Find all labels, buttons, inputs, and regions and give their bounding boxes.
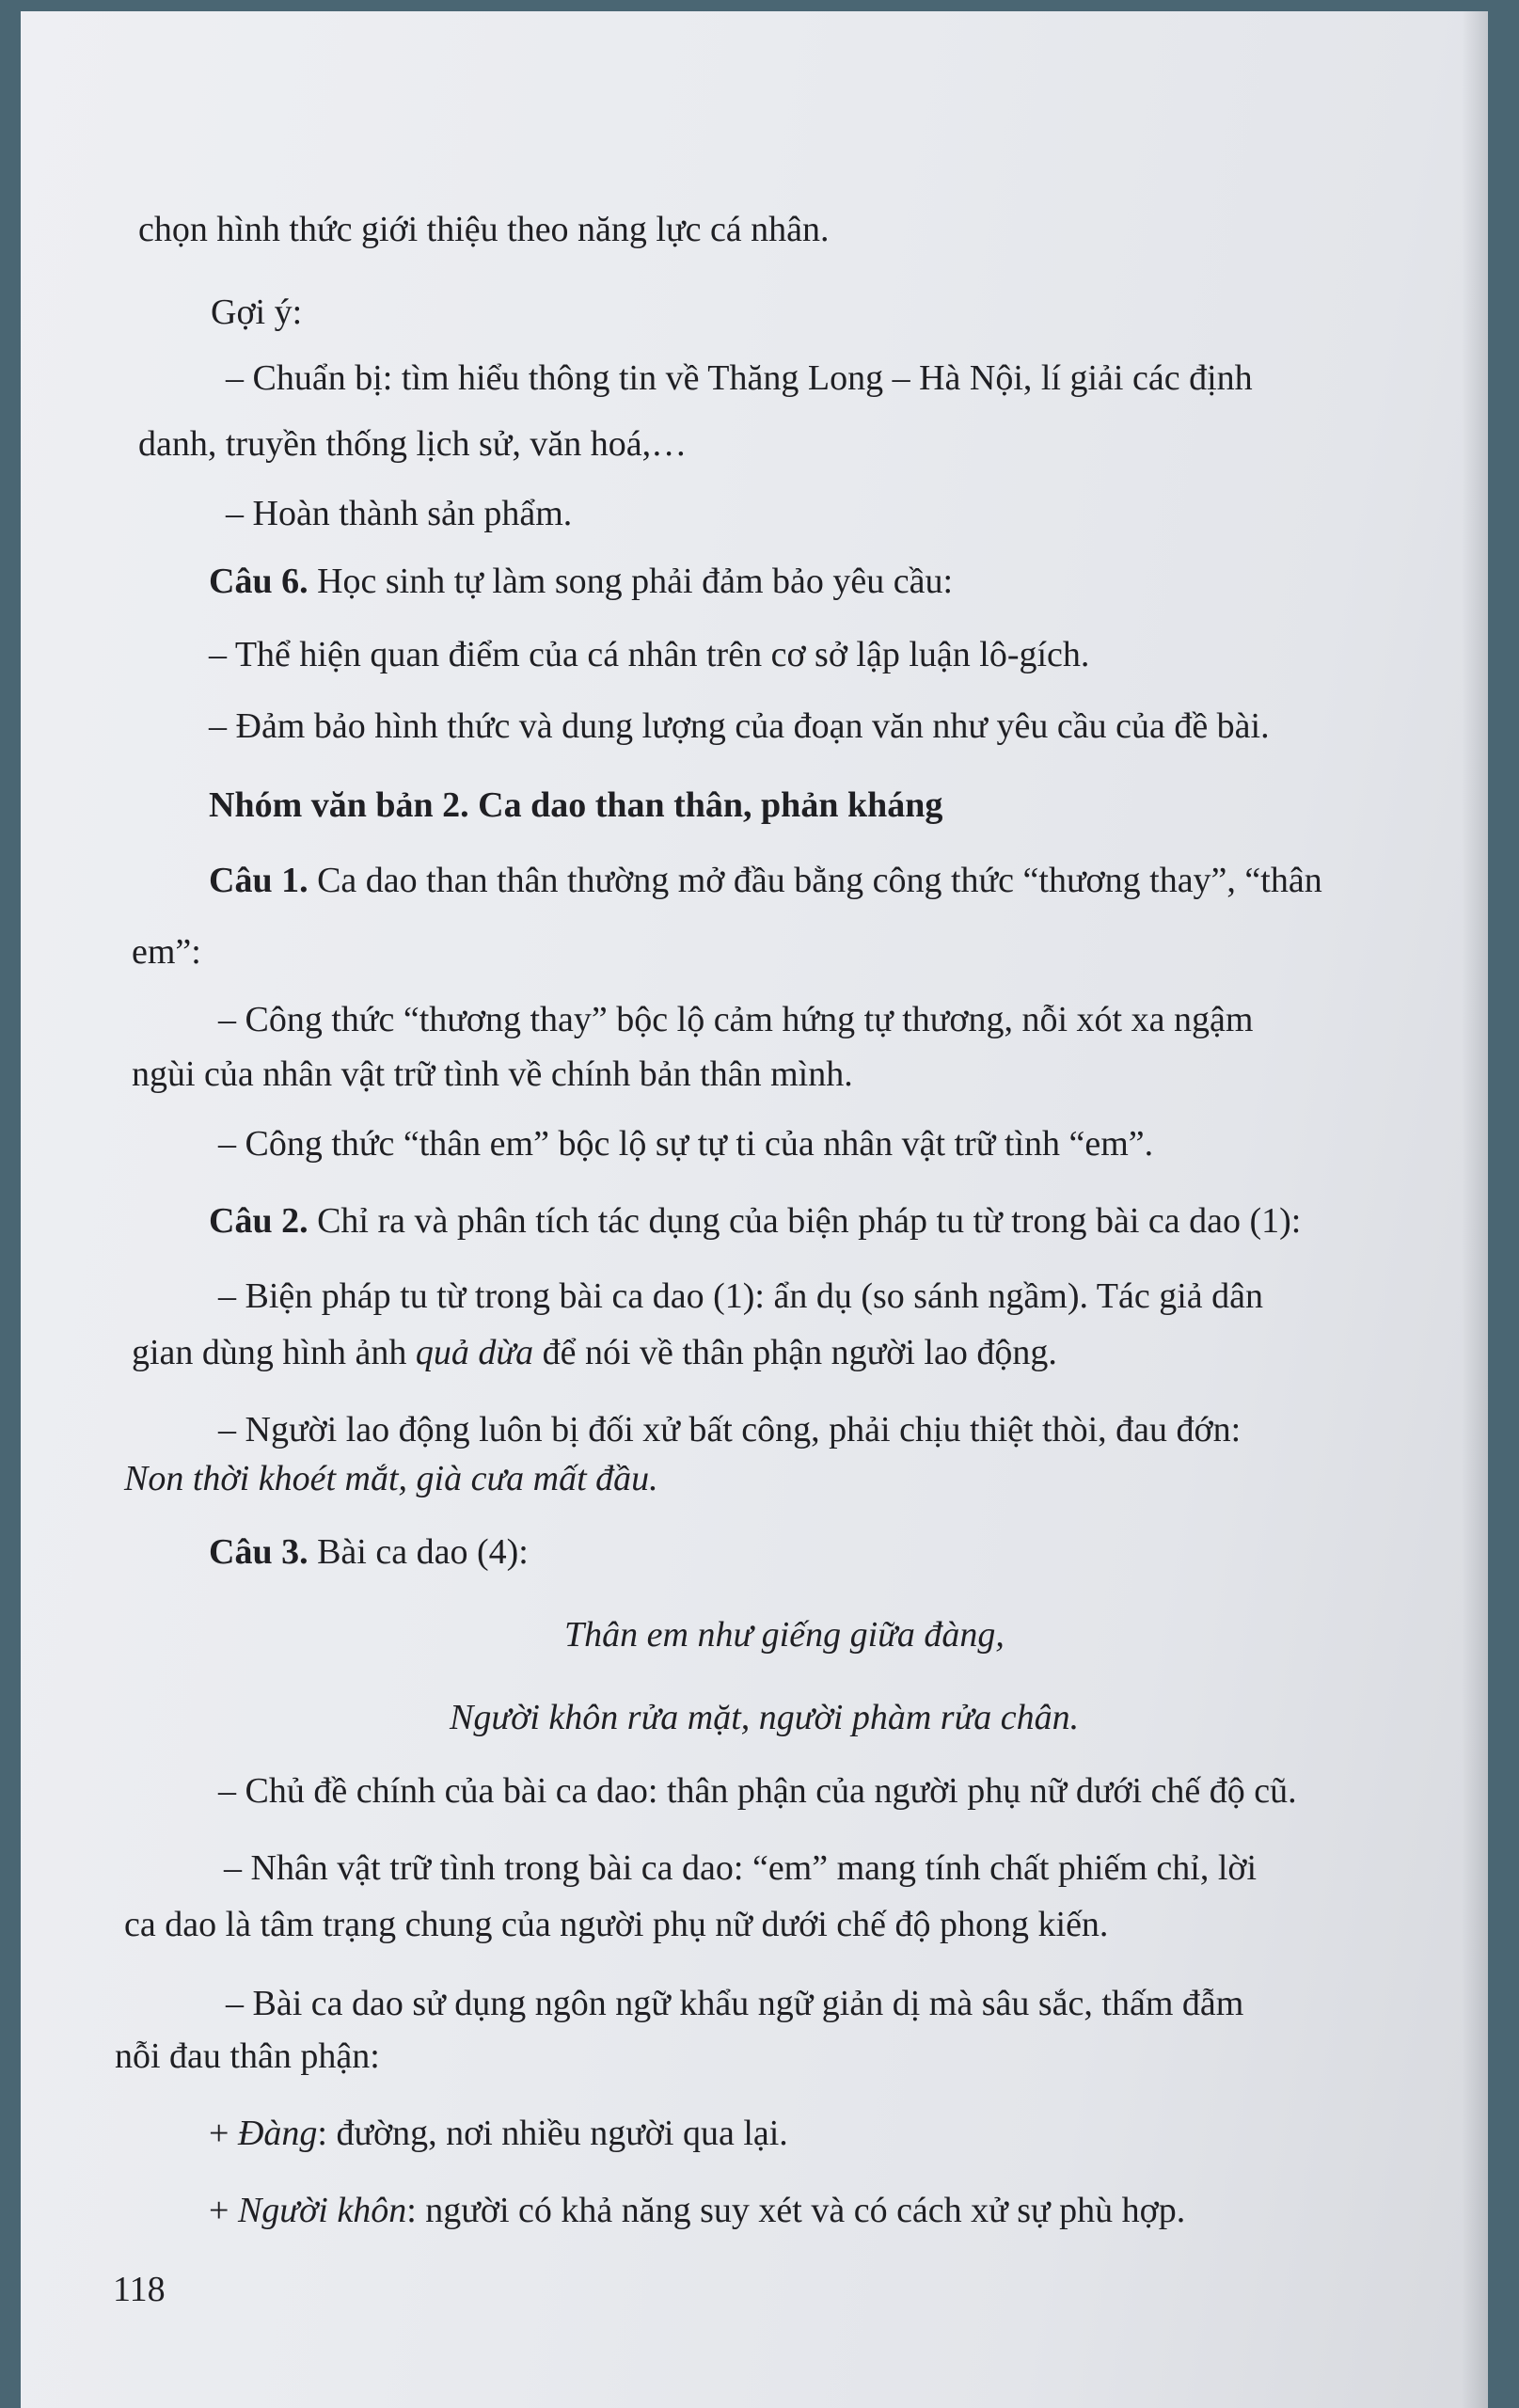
folk-verse-line: Người khôn rửa mặt, người phàm rửa chân. [450,1698,1080,1737]
question-line [209,858,1322,903]
text-line: chọn hình thức giới thiệu theo năng lực cá nhân. [138,210,830,249]
folk-verse-line: Non thời khoét mắt, già cưa mất đầu. [124,1459,658,1498]
text-span: : người có khả năng suy xét và có cách xử sự phù hợp. [406,2191,1186,2230]
text-span: + [209,2114,238,2153]
text-line [209,2111,788,2156]
text-line: – Đảm bảo hình thức và dung lượng của đoạn văn như yêu cầu của đề bài. [209,706,1270,746]
text-line: – Biện pháp tu từ trong bài ca dao (1): ẩn dụ (so sánh ngầm). Tác giả dân [218,1276,1264,1316]
italic-term: Người khôn [237,2191,407,2230]
question-label: Câu 2. [209,1201,309,1241]
question-text: Học sinh tự làm song phải đảm bảo yêu cầu: [308,562,954,601]
page-edge-shadow [1462,11,1488,2408]
question-label: Câu 3. [209,1532,309,1572]
question-line [209,1529,529,1575]
question-line [209,559,953,604]
italic-term: Đàng [237,2114,318,2153]
folk-verse-line: Thân em như giếng giữa đàng, [564,1615,1005,1655]
question-text: Bài ca dao (4): [308,1532,529,1572]
text-span: + [209,2191,238,2230]
text-line: – Thể hiện quan điểm của cá nhân trên cơ sở lập luận lô-gích. [209,635,1090,674]
text-span: để nói về thân phận người lao động. [533,1333,1057,1372]
book-page [21,11,1488,2408]
text-line: nỗi đau thân phận: [115,2036,380,2076]
text-line: danh, truyền thống lịch sử, văn hoá,… [138,424,688,464]
text-line: – Chuẩn bị: tìm hiểu thông tin về Thăng Long – Hà Nội, lí giải các định [226,358,1253,398]
text-line: – Người lao động luôn bị đối xử bất công, phải chịu thiệt thòi, đau đớn: [218,1410,1242,1450]
question-line [209,1198,1301,1244]
question-text: Ca dao than thân thường mở đầu bằng công thức “thương thay”, “thân [308,861,1322,900]
text-span: gian dùng hình ảnh [132,1333,416,1372]
text-line [209,2188,1185,2233]
text-line: – Công thức “thương thay” bộc lộ cảm hứng tự thương, nỗi xót xa ngậm [218,1000,1254,1039]
text-line [132,1330,1057,1375]
text-line: – Bài ca dao sử dụng ngôn ngữ khẩu ngữ giản dị mà sâu sắc, thấm đẫm [226,1984,1244,2023]
question-label: Câu 1. [209,861,309,900]
text-line: ca dao là tâm trạng chung của người phụ nữ dưới chế độ phong kiến. [124,1905,1109,1944]
italic-term: quả dừa [415,1333,534,1372]
page-number: 118 [113,2270,166,2309]
text-line: Gợi ý: [211,293,303,332]
text-line: – Nhân vật trữ tình trong bài ca dao: “em” mang tính chất phiếm chỉ, lời [224,1848,1258,1888]
text-line: ngùi của nhân vật trữ tình về chính bản thân mình. [132,1054,853,1094]
section-heading: Nhóm văn bản 2. Ca dao than thân, phản kháng [209,785,943,825]
text-line: – Công thức “thân em” bộc lộ sự tự ti của nhân vật trữ tình “em”. [218,1124,1154,1164]
text-line: em”: [132,932,201,972]
question-text: Chỉ ra và phân tích tác dụng của biện pháp tu từ trong bài ca dao (1): [308,1201,1302,1241]
text-span: : đường, nơi nhiều người qua lại. [317,2114,788,2153]
text-line: – Chủ đề chính của bài ca dao: thân phận của người phụ nữ dưới chế độ cũ. [218,1771,1297,1811]
text-line: – Hoàn thành sản phẩm. [226,494,573,533]
question-label: Câu 6. [209,562,309,601]
